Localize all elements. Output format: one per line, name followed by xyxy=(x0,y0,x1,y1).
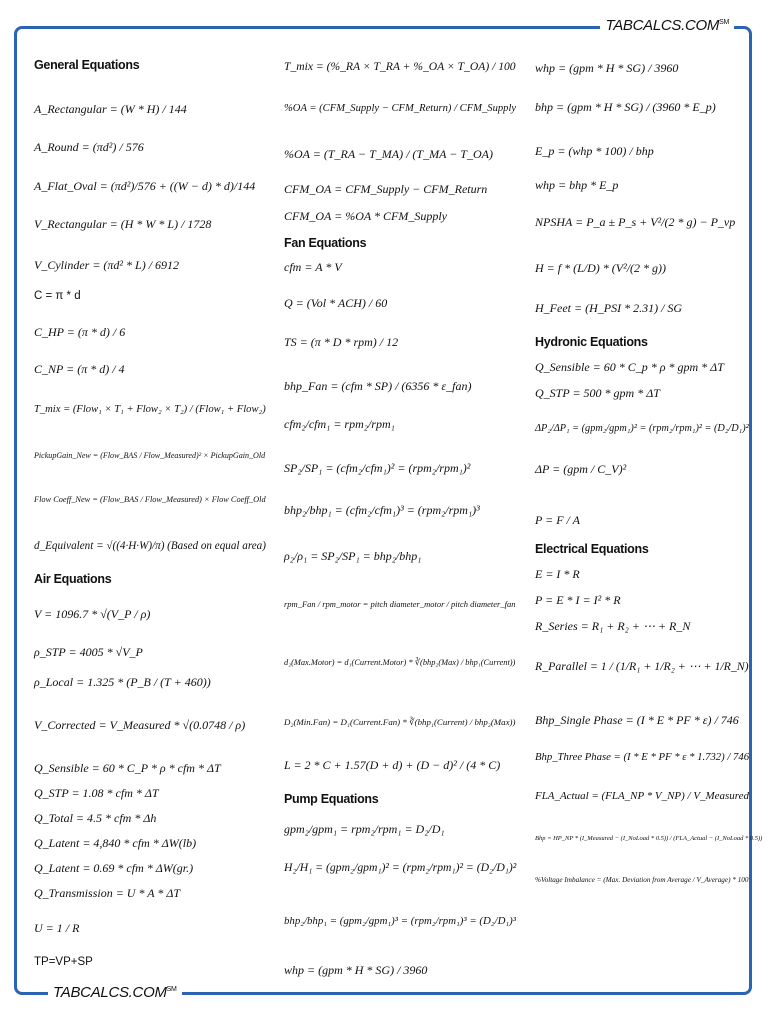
equation: A_Rectangular = (W * H) / 144 xyxy=(34,102,187,116)
equation: Q_STP = 500 * gpm * ΔT xyxy=(535,386,660,400)
section-heading: Pump Equations xyxy=(284,792,379,806)
section-heading: Air Equations xyxy=(34,572,112,586)
equation: H_Feet = (H_PSI * 2.31) / SG xyxy=(535,301,683,315)
equation: %OA = (T_RA − T_MA) / (T_MA − T_OA) xyxy=(284,147,493,161)
equation: Flow Coeff_New = (Flow_BAS / Flow_Measured) × Flow Coeff_Old xyxy=(34,495,266,504)
equation: C_HP = (π * d) / 6 xyxy=(34,325,126,339)
equation: V_Cylinder = (πd² * L) / 6912 xyxy=(34,258,180,272)
equation: C = π * d xyxy=(34,290,81,302)
section-heading: Fan Equations xyxy=(284,236,367,250)
equation: R_Parallel = 1 / (1/R₁ + 1/R₂ + ⋯ + 1/R_N) xyxy=(535,659,749,673)
equation: E_p = (whp * 100) / bhp xyxy=(535,144,654,158)
equation: C_NP = (π * d) / 4 xyxy=(34,362,125,376)
equation: L = 2 * C + 1.57(D + d) + (D − d)² / (4 * C) xyxy=(284,758,501,772)
equation: cfm = A * V xyxy=(284,260,342,274)
equation: gpm₂/gpm₁ = rpm₂/rpm₁ = D₂/D₁ xyxy=(284,822,445,836)
equation: SP₂/SP₁ = (cfm₂/cfm₁)² = (rpm₂/rpm₁)² xyxy=(284,461,471,475)
equation: TP=VP+SP xyxy=(34,956,93,968)
equation: rpm_Fan / rpm_motor = pitch diameter_motor / pitch diameter_fan xyxy=(284,599,516,609)
equation: D₂(Min.Fan) = D₁(Current.Fan) * ∛(bhp₁(Current) / bhp₂(Max)) xyxy=(284,717,516,727)
brand-logo-bottom: TABCALCS.COM℠ xyxy=(48,984,182,1001)
equation: PickupGain_New = (Flow_BAS / Flow_Measured)² × PickupGain_Old xyxy=(34,451,266,460)
equation: Bhp = HP_NP * (I_Measured − (I_NoLoad * 0.5)) / (FLA_Actual − (I_NoLoad * 0.5)) xyxy=(535,835,763,842)
equation: Q_Total = 4.5 * cfm * Δh xyxy=(34,811,157,825)
equation: T_mix = (%_RA × T_RA + %_OA × T_OA) / 100 xyxy=(284,60,516,73)
equation: ρ₂/ρ₁ = SP₂/SP₁ = bhp₂/bhp₁ xyxy=(284,549,422,563)
equation: Q_Transmission = U * A * ΔT xyxy=(34,886,181,900)
equation: Bhp_Three Phase = (I * E * PF * ε * 1.732) / 746 xyxy=(535,751,750,763)
section-heading: General Equations xyxy=(34,58,140,72)
equation: Q_STP = 1.08 * cfm * ΔT xyxy=(34,786,159,800)
section-heading: Electrical Equations xyxy=(535,542,649,556)
equation: d_Equivalent = √((4·H·W)/π) (Based on equal area) xyxy=(34,540,266,552)
equation: ρ_STP = 4005 * √V_P xyxy=(34,645,143,659)
equation: bhp = (gpm * H * SG) / (3960 * E_p) xyxy=(535,100,716,114)
equation: ΔP₂/ΔP₁ = (gpm₂/gpm₁)² = (rpm₂/rpm₁)² = (D₂/D₁)² xyxy=(535,423,749,434)
equation: T_mix = (Flow₁ × T₁ + Flow₂ × T₂) / (Flow₁ + Flow₂) xyxy=(34,404,266,415)
equation: Q = (Vol * ACH) / 60 xyxy=(284,296,388,310)
equation: CFM_OA = %OA * CFM_Supply xyxy=(284,209,447,223)
equation: bhp_Fan = (cfm * SP) / (6356 * ε_fan) xyxy=(284,379,472,393)
equation: ΔP = (gpm / C_V)² xyxy=(535,462,627,476)
brand-logo-top: TABCALCS.COM℠ xyxy=(600,17,734,34)
equation: TS = (π * D * rpm) / 12 xyxy=(284,335,399,349)
equation: bhp₂/bhp₁ = (cfm₂/cfm₁)³ = (rpm₂/rpm₁)³ xyxy=(284,503,480,517)
equation: H = f * (L/D) * (V²/(2 * g)) xyxy=(535,261,667,275)
equation: ρ_Local = 1.325 * (P_B / (T + 460)) xyxy=(34,675,211,689)
equation: Bhp_Single Phase = (I * E * PF * ε) / 746 xyxy=(535,713,739,727)
equation: cfm₂/cfm₁ = rpm₂/rpm₁ xyxy=(284,417,395,431)
equation: E = I * R xyxy=(535,567,580,581)
equation: %OA = (CFM_Supply − CFM_Return) / CFM_Supply xyxy=(284,103,517,114)
equation: FLA_Actual = (FLA_NP * V_NP) / V_Measured xyxy=(535,790,749,802)
equation: whp = bhp * E_p xyxy=(535,178,619,192)
equation: Q_Latent = 4,840 * cfm * ΔW(lb) xyxy=(34,836,197,850)
equation: P = F / A xyxy=(535,513,580,527)
section-heading: Hydronic Equations xyxy=(535,335,648,349)
equation: Q_Latent = 0.69 * cfm * ΔW(gr.) xyxy=(34,861,194,875)
equation: d₂(Max.Motor) = d₁(Current.Motor) * ∛(bhp₂(Max) / bhp₁(Current)) xyxy=(284,658,516,667)
equation: CFM_OA = CFM_Supply − CFM_Return xyxy=(284,182,488,196)
equation: U = 1 / R xyxy=(34,921,80,935)
equation: %Voltage Imbalance = (Max. Deviation from Average / V_Average) * 100 xyxy=(535,876,749,884)
equation: R_Series = R₁ + R₂ + ⋯ + R_N xyxy=(535,619,691,633)
equation: V = 1096.7 * √(V_P / ρ) xyxy=(34,607,151,621)
equation: whp = (gpm * H * SG) / 3960 xyxy=(535,61,679,75)
equation: V_Rectangular = (H * W * L) / 1728 xyxy=(34,217,212,231)
equation: Q_Sensible = 60 * C_p * ρ * gpm * ΔT xyxy=(535,360,724,374)
equation: Q_Sensible = 60 * C_P * ρ * cfm * ΔT xyxy=(34,761,221,775)
equation: whp = (gpm * H * SG) / 3960 xyxy=(284,963,428,977)
equation: bhp₂/bhp₁ = (gpm₂/gpm₁)³ = (rpm₂/rpm₁)³ = (D₂/D₁)³ xyxy=(284,915,517,927)
equation: A_Flat_Oval = (πd²)/576 + ((W − d) * d)/144 xyxy=(34,179,256,193)
equation: NPSHA = P_a ± P_s + V²/(2 * g) − P_vp xyxy=(535,215,736,229)
equation: P = E * I = I² * R xyxy=(535,593,621,607)
equation: V_Corrected = V_Measured * √(0.0748 / ρ) xyxy=(34,718,246,732)
equation: H₂/H₁ = (gpm₂/gpm₁)² = (rpm₂/rpm₁)² = (D₂/D₁)² xyxy=(284,861,517,874)
equation: A_Round = (πd²) / 576 xyxy=(34,140,144,154)
